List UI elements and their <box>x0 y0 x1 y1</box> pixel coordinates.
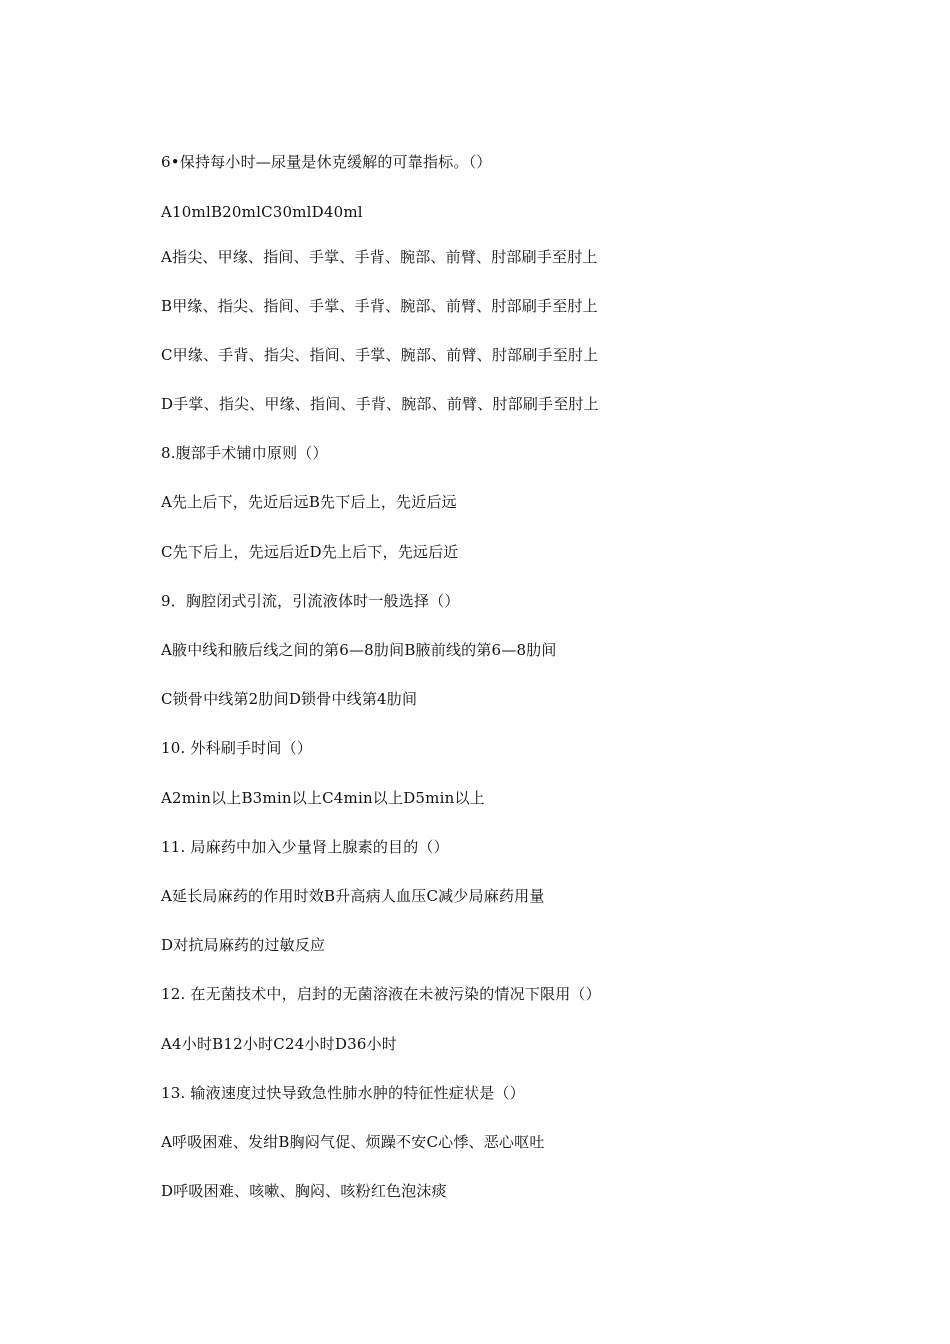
question-7-option-c: C甲缘、手背、指尖、指间、手掌、腕部、前臂、肘部刷手至肘上 <box>161 346 599 364</box>
question-7-option-b: B甲缘、指尖、指间、手掌、手背、腕部、前臂、肘部刷手至肘上 <box>161 297 598 315</box>
question-11-text: 11. 局麻药中加入少量肾上腺素的目的（） <box>161 838 449 856</box>
question-13-text: 13. 输液速度过快导致急性肺水肿的特征性症状是（） <box>161 1084 525 1102</box>
question-6-text: 6•保持每小时—尿量是休克缓解的可靠指标。（） <box>161 153 492 171</box>
question-11-option-d: D对抗局麻药的过敏反应 <box>161 936 326 954</box>
question-8-options-cd: C先下后上，先远后近D先上后下，先远后近 <box>161 543 459 561</box>
question-10-options: A2min以上B3min以上C4min以上D5min以上 <box>161 789 485 807</box>
question-7-option-d: D手掌、指尖、甲缘、指间、手背、腕部、前臂、肘部刷手至肘上 <box>161 395 599 413</box>
question-13-option-d: D呼吸困难、咳嗽、胸闷、咳粉红色泡沫痰 <box>161 1182 447 1200</box>
question-12-options: A4小时B12小时C24小时D36小时 <box>161 1035 397 1053</box>
question-10-text: 10. 外科刷手时间（） <box>161 739 313 757</box>
question-11-options-abc: A延长局麻药的作用时效B升高病人血压C减少局麻药用量 <box>161 887 545 905</box>
question-13-options-abc: A呼吸困难、发绀B胸闷气促、烦躁不安C心悸、恶心呕吐 <box>161 1133 545 1151</box>
question-12-text: 12. 在无菌技术中，启封的无菌溶液在未被污染的情况下限用（） <box>161 985 601 1003</box>
question-9-options-cd: C锁骨中线第2肋间D锁骨中线第4肋间 <box>161 690 418 708</box>
question-6-options: A10mlB20mlC30mlD40ml <box>161 203 363 221</box>
question-7-option-a: A指尖、甲缘、指间、手掌、手背、腕部、前臂、肘部刷手至肘上 <box>161 248 598 266</box>
question-8-options-ab: A先上后下，先近后远B先下后上，先近后远 <box>161 493 457 511</box>
question-9-text: 9．胸腔闭式引流，引流液体时一般选择（） <box>161 592 460 610</box>
question-9-options-ab: A腋中线和腋后线之间的第6—8肋间B腋前线的第6—8肋间 <box>161 641 557 659</box>
question-8-text: 8.腹部手术铺巾原则（） <box>161 444 328 462</box>
